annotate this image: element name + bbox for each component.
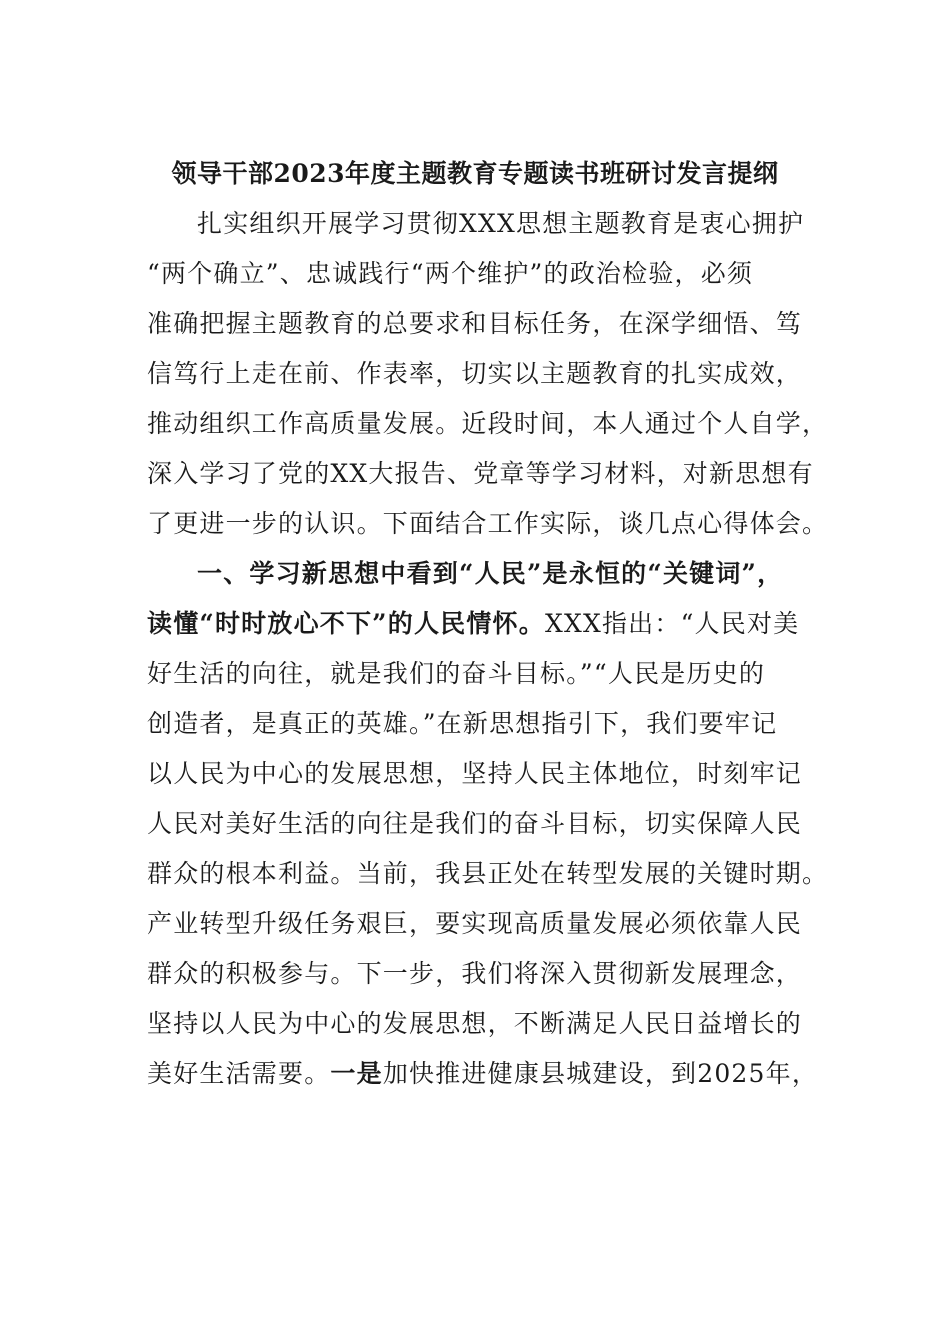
section-body-text: XXX指出：“人民对美 xyxy=(544,609,800,638)
section-heading-continuation xyxy=(147,606,807,642)
body-text: 美好生活需要。 xyxy=(147,1059,331,1088)
body-line-last xyxy=(147,1056,819,1092)
section-heading-bold: 读懂“时时放心不下”的人民情怀。 xyxy=(147,609,545,638)
body-text: 加快推进健康县城建设，到2025年， xyxy=(382,1059,819,1088)
point-marker: 一是 xyxy=(330,1059,383,1088)
body-line: 好生活的向往，就是我们的奋斗目标。”“人民是历史的 xyxy=(147,659,766,688)
intro-line: 推动组织工作高质量发展。近段时间，本人通过个人自学， xyxy=(147,409,829,438)
body-line: 群众的根本利益。当前，我县正处在转型发展的关键时期。 xyxy=(147,859,829,888)
body-line: 产业转型升级任务艰巨，要实现高质量发展必须依靠人民 xyxy=(147,909,803,938)
body-line: 坚持以人民为中心的发展思想，不断满足人民日益增长的 xyxy=(147,1009,803,1038)
intro-line: 扎实组织开展学习贯彻XXX思想主题教育是衷心拥护 xyxy=(197,209,805,238)
body-line: 以人民为中心的发展思想，坚持人民主体地位，时刻牢记 xyxy=(147,759,803,788)
intro-line: 准确把握主题教育的总要求和目标任务，在深学细悟、笃 xyxy=(147,309,803,338)
body-line: 群众的积极参与。下一步，我们将深入贯彻新发展理念， xyxy=(147,959,803,988)
document-title: 领导干部2023年度主题教育专题读书班研讨发言提纲 xyxy=(171,159,779,188)
body-line: 人民对美好生活的向往是我们的奋斗目标，切实保障人民 xyxy=(147,809,803,838)
intro-line: 深入学习了党的XX大报告、党章等学习材料，对新思想有 xyxy=(147,459,814,488)
intro-line: 了更进一步的认识。下面结合工作实际，谈几点心得体会。 xyxy=(147,509,829,538)
intro-line: “两个确立”、忠诚践行“两个维护”的政治检验，必须 xyxy=(147,259,754,288)
section-heading: 一、学习新思想中看到“人民”是永恒的“关键词”， xyxy=(197,559,784,588)
body-line: 创造者，是真正的英雄。”在新思想指引下，我们要牢记 xyxy=(147,709,778,738)
intro-line: 信笃行上走在前、作表率，切实以主题教育的扎实成效， xyxy=(147,359,803,388)
